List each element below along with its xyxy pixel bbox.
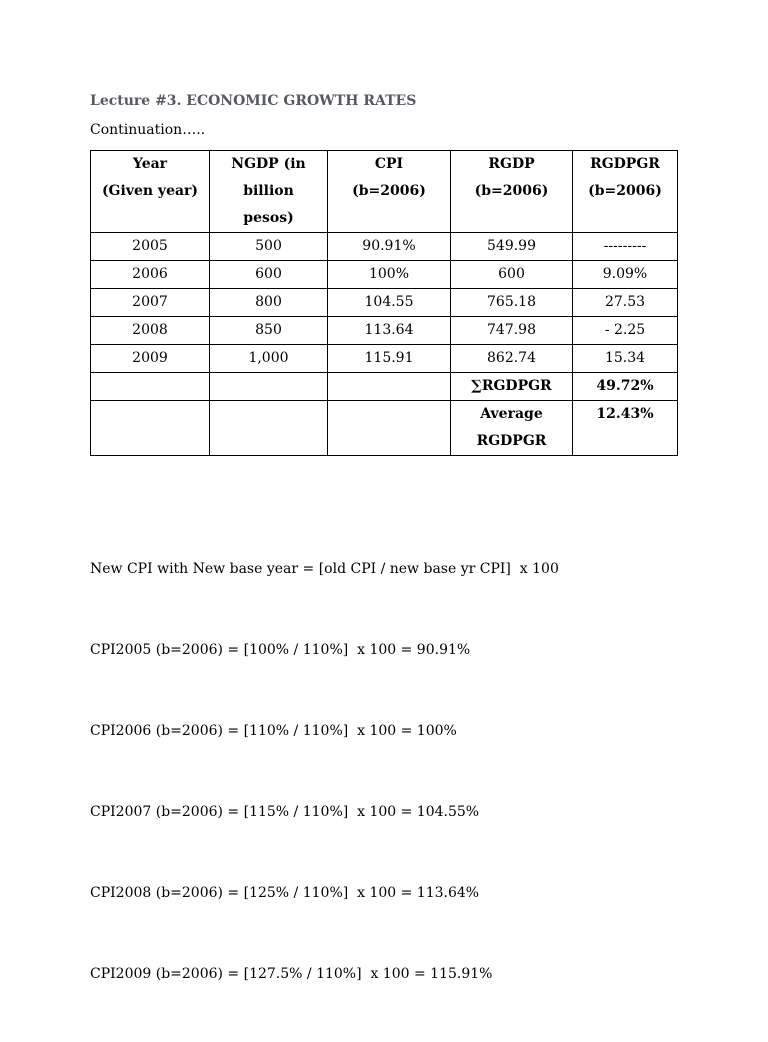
table-sum-row bbox=[91, 373, 678, 401]
cell-rgdp: 765.18 bbox=[451, 289, 573, 317]
cell-rgdpgr: --------- bbox=[573, 233, 678, 261]
average-label: Average RGDPGR bbox=[451, 401, 573, 456]
empty-cell bbox=[91, 401, 210, 456]
header-rgdp: RGDP (b=2006) bbox=[451, 151, 573, 233]
average-value: 12.43% bbox=[573, 401, 678, 456]
header-ngdp: NGDP (in billion pesos) bbox=[210, 151, 328, 233]
header-cpi: CPI (b=2006) bbox=[328, 151, 451, 233]
cpi-formulas bbox=[90, 502, 559, 1042]
table-average-row bbox=[91, 401, 678, 456]
table-row bbox=[91, 261, 678, 289]
cell-year: 2005 bbox=[91, 233, 210, 261]
formula-line: New CPI with New base year = [old CPI / new base yr CPI] x 100 bbox=[90, 561, 559, 577]
cell-rgdp: 600 bbox=[451, 261, 573, 289]
empty-cell bbox=[91, 373, 210, 401]
empty-cell bbox=[328, 401, 451, 456]
table-row bbox=[91, 289, 678, 317]
cell-ngdp: 850 bbox=[210, 317, 328, 345]
cell-rgdpgr: - 2.25 bbox=[573, 317, 678, 345]
cell-ngdp: 500 bbox=[210, 233, 328, 261]
continuation-text: Continuation….. bbox=[90, 122, 206, 138]
formula-line: CPI2006 (b=2006) = [110% / 110%] x 100 = 100% bbox=[90, 723, 457, 739]
empty-cell bbox=[210, 401, 328, 456]
sum-label: ∑RGDPGR bbox=[451, 373, 573, 401]
cell-ngdp: 800 bbox=[210, 289, 328, 317]
table-header-row bbox=[91, 151, 678, 233]
formula-line: CPI2008 (b=2006) = [125% / 110%] x 100 = 113.64% bbox=[90, 885, 480, 901]
cell-cpi: 100% bbox=[328, 261, 451, 289]
header-year: Year (Given year) bbox=[91, 151, 210, 233]
cell-rgdp: 549.99 bbox=[451, 233, 573, 261]
empty-cell bbox=[210, 373, 328, 401]
header-rgdpgr: RGDPGR (b=2006) bbox=[573, 151, 678, 233]
cell-cpi: 90.91% bbox=[328, 233, 451, 261]
cell-rgdp: 862.74 bbox=[451, 345, 573, 373]
cell-cpi: 113.64 bbox=[328, 317, 451, 345]
table-row bbox=[91, 345, 678, 373]
cell-cpi: 104.55 bbox=[328, 289, 451, 317]
cell-cpi: 115.91 bbox=[328, 345, 451, 373]
sum-value: 49.72% bbox=[573, 373, 678, 401]
cell-ngdp: 600 bbox=[210, 261, 328, 289]
cell-rgdpgr: 27.53 bbox=[573, 289, 678, 317]
cell-year: 2008 bbox=[91, 317, 210, 345]
growth-rates-table bbox=[90, 150, 678, 456]
formula-line: CPI2009 (b=2006) = [127.5% / 110%] x 100 = 115.91% bbox=[90, 966, 493, 982]
empty-cell bbox=[328, 373, 451, 401]
cell-ngdp: 1,000 bbox=[210, 345, 328, 373]
formula-line: CPI2007 (b=2006) = [115% / 110%] x 100 = 104.55% bbox=[90, 804, 480, 820]
cell-year: 2006 bbox=[91, 261, 210, 289]
cell-year: 2009 bbox=[91, 345, 210, 373]
cell-rgdpgr: 15.34 bbox=[573, 345, 678, 373]
cell-rgdpgr: 9.09% bbox=[573, 261, 678, 289]
table-row bbox=[91, 317, 678, 345]
formula-line: CPI2005 (b=2006) = [100% / 110%] x 100 = 90.91% bbox=[90, 642, 471, 658]
table-row bbox=[91, 233, 678, 261]
cell-rgdp: 747.98 bbox=[451, 317, 573, 345]
cell-year: 2007 bbox=[91, 289, 210, 317]
lecture-heading: Lecture #3. ECONOMIC GROWTH RATES bbox=[90, 93, 417, 109]
